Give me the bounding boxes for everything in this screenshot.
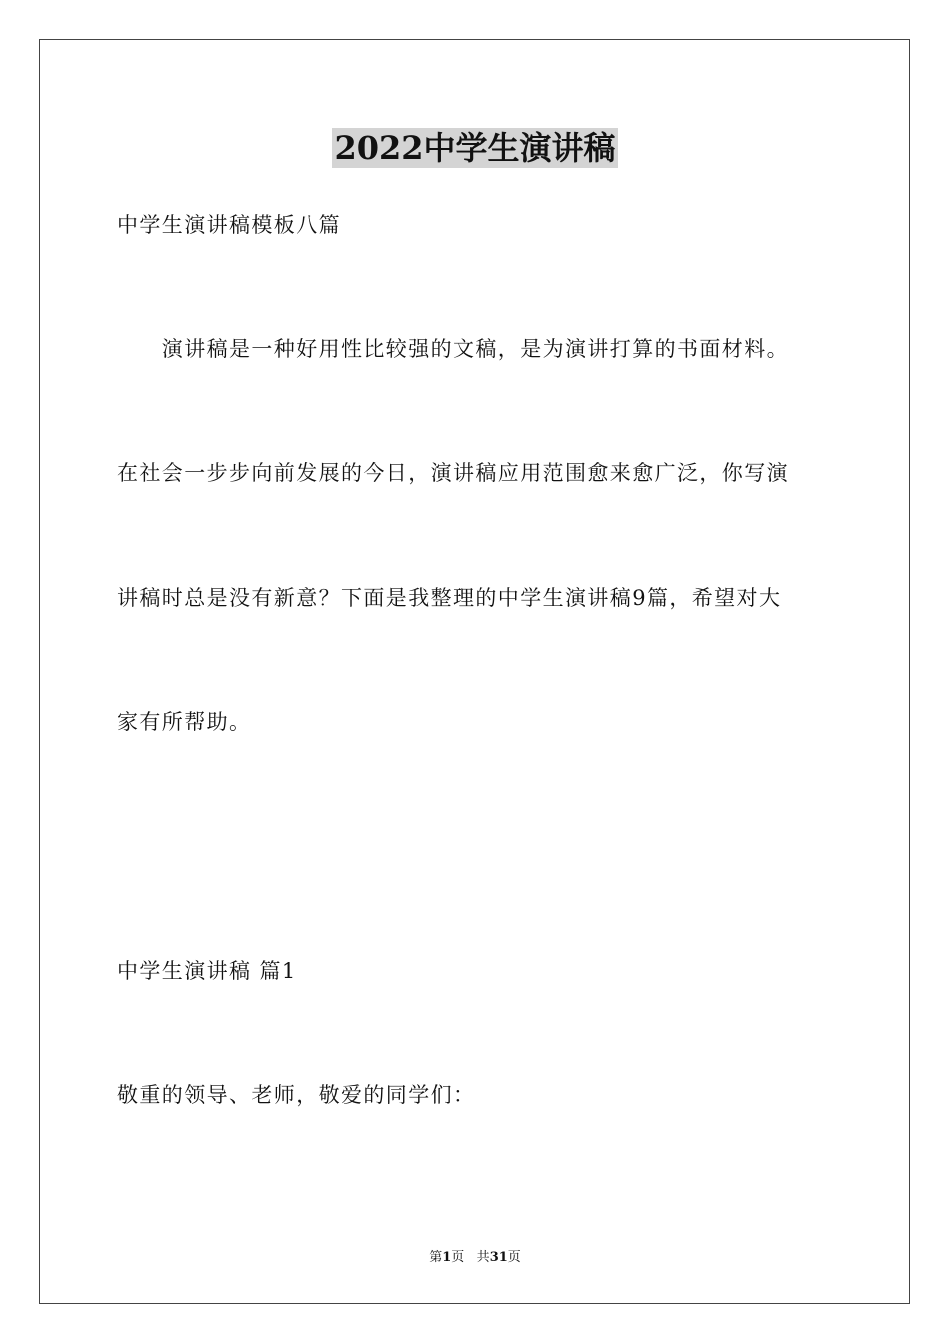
footer-page-prefix: 第 xyxy=(429,1250,443,1265)
document-subtitle: 中学生演讲稿模板八篇 xyxy=(117,213,341,237)
footer-page-number: 1 xyxy=(442,1250,452,1265)
intro-line-2: 在社会一步步向前发展的今日，演讲稿应用范围愈来愈广泛，你写演 xyxy=(117,461,789,485)
footer-total-pages: 31 xyxy=(489,1250,508,1265)
salutation: 敬重的领导、老师，敬爱的同学们： xyxy=(117,1083,476,1107)
section-heading: 中学生演讲稿 篇1 xyxy=(117,959,297,983)
intro-line-1: 演讲稿是一种好用性比较强的文稿，是为演讲打算的书面材料。 xyxy=(117,337,789,361)
document-title: 2022中学生演讲稿 xyxy=(334,129,616,167)
footer-total-suffix: 页 xyxy=(507,1250,521,1265)
title-container xyxy=(0,128,950,168)
intro-line-3: 讲稿时总是没有新意？下面是我整理的中学生演讲稿9篇，希望对大 xyxy=(117,586,782,610)
footer-page-suffix: 页 xyxy=(451,1250,465,1265)
footer-total-prefix: 共 xyxy=(476,1250,490,1265)
intro-line-4: 家有所帮助。 xyxy=(117,710,252,734)
page-footer xyxy=(0,1246,950,1265)
